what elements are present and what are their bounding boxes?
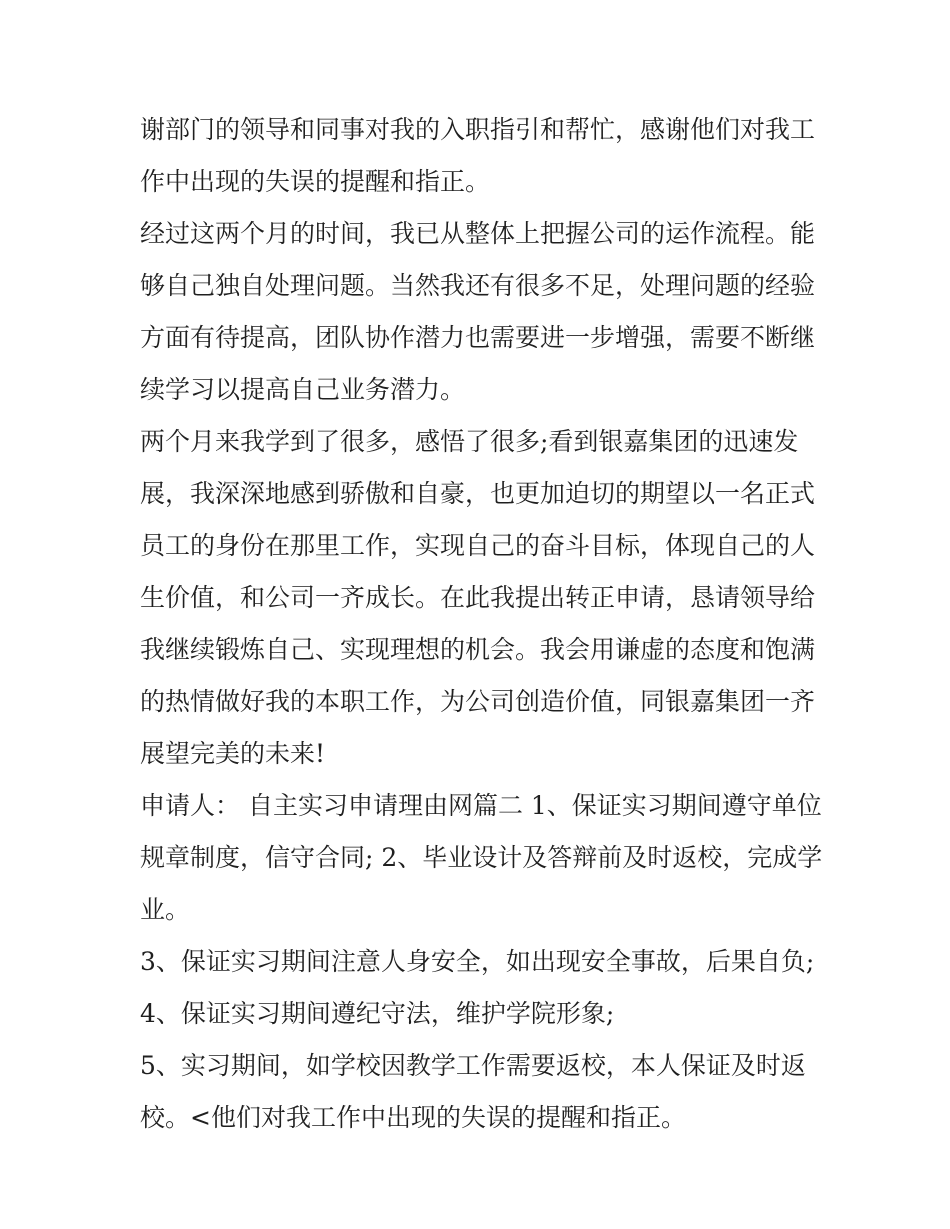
text-line: 展，我深深地感到骄傲和自豪，也更加迫切的期望以一名正式 bbox=[140, 479, 816, 508]
text-line: 5、实习期间，如学校因教学工作需要返校，本人保证及时返 bbox=[140, 1051, 806, 1080]
text-line: 够自己独自处理问题。当然我还有很多不足，处理问题的经验 bbox=[140, 271, 816, 300]
text-line: 我继续锻炼自己、实现理想的机会。我会用谦虚的态度和饱满 bbox=[140, 635, 816, 664]
text-line: 两个月来我学到了很多，感悟了很多;看到银嘉集团的迅速发 bbox=[140, 427, 799, 456]
text-line: 校。<他们对我工作中出现的失误的提醒和指正。 bbox=[140, 1103, 686, 1132]
text-line: 经过这两个月的时间，我已从整体上把握公司的运作流程。能 bbox=[140, 219, 816, 248]
text-line: 3、保证实习期间注意人身安全，如出现安全事故，后果自负; bbox=[140, 947, 815, 976]
text-line: 申请人： 自主实习申请理由网篇二 1、保证实习期间遵守单位 bbox=[140, 791, 822, 820]
text-line: 作中出现的失误的提醒和指正。 bbox=[140, 167, 491, 196]
text-line: 续学习以提高自己业务潜力。 bbox=[140, 375, 466, 404]
text-line: 展望完美的未来! bbox=[140, 739, 326, 768]
text-line: 的热情做好我的本职工作，为公司创造价值，同银嘉集团一齐 bbox=[140, 687, 816, 716]
document-body bbox=[140, 104, 823, 1144]
text-line: 员工的身份在那里工作，实现自己的奋斗目标，体现自己的人 bbox=[140, 531, 816, 560]
text-line: 方面有待提高，团队协作潜力也需要进一步增强，需要不断继 bbox=[140, 323, 816, 352]
text-line: 4、保证实习期间遵纪守法，维护学院形象; bbox=[140, 999, 615, 1028]
text-line: 业。 bbox=[140, 895, 191, 924]
text-line: 规章制度，信守合同; 2、毕业设计及答辩前及时返校，完成学 bbox=[140, 843, 823, 872]
text-line: 谢部门的领导和同事对我的入职指引和帮忙，感谢他们对我工 bbox=[140, 115, 816, 144]
text-line: 生价值，和公司一齐成长。在此我提出转正申请，恳请领导给 bbox=[140, 583, 816, 612]
